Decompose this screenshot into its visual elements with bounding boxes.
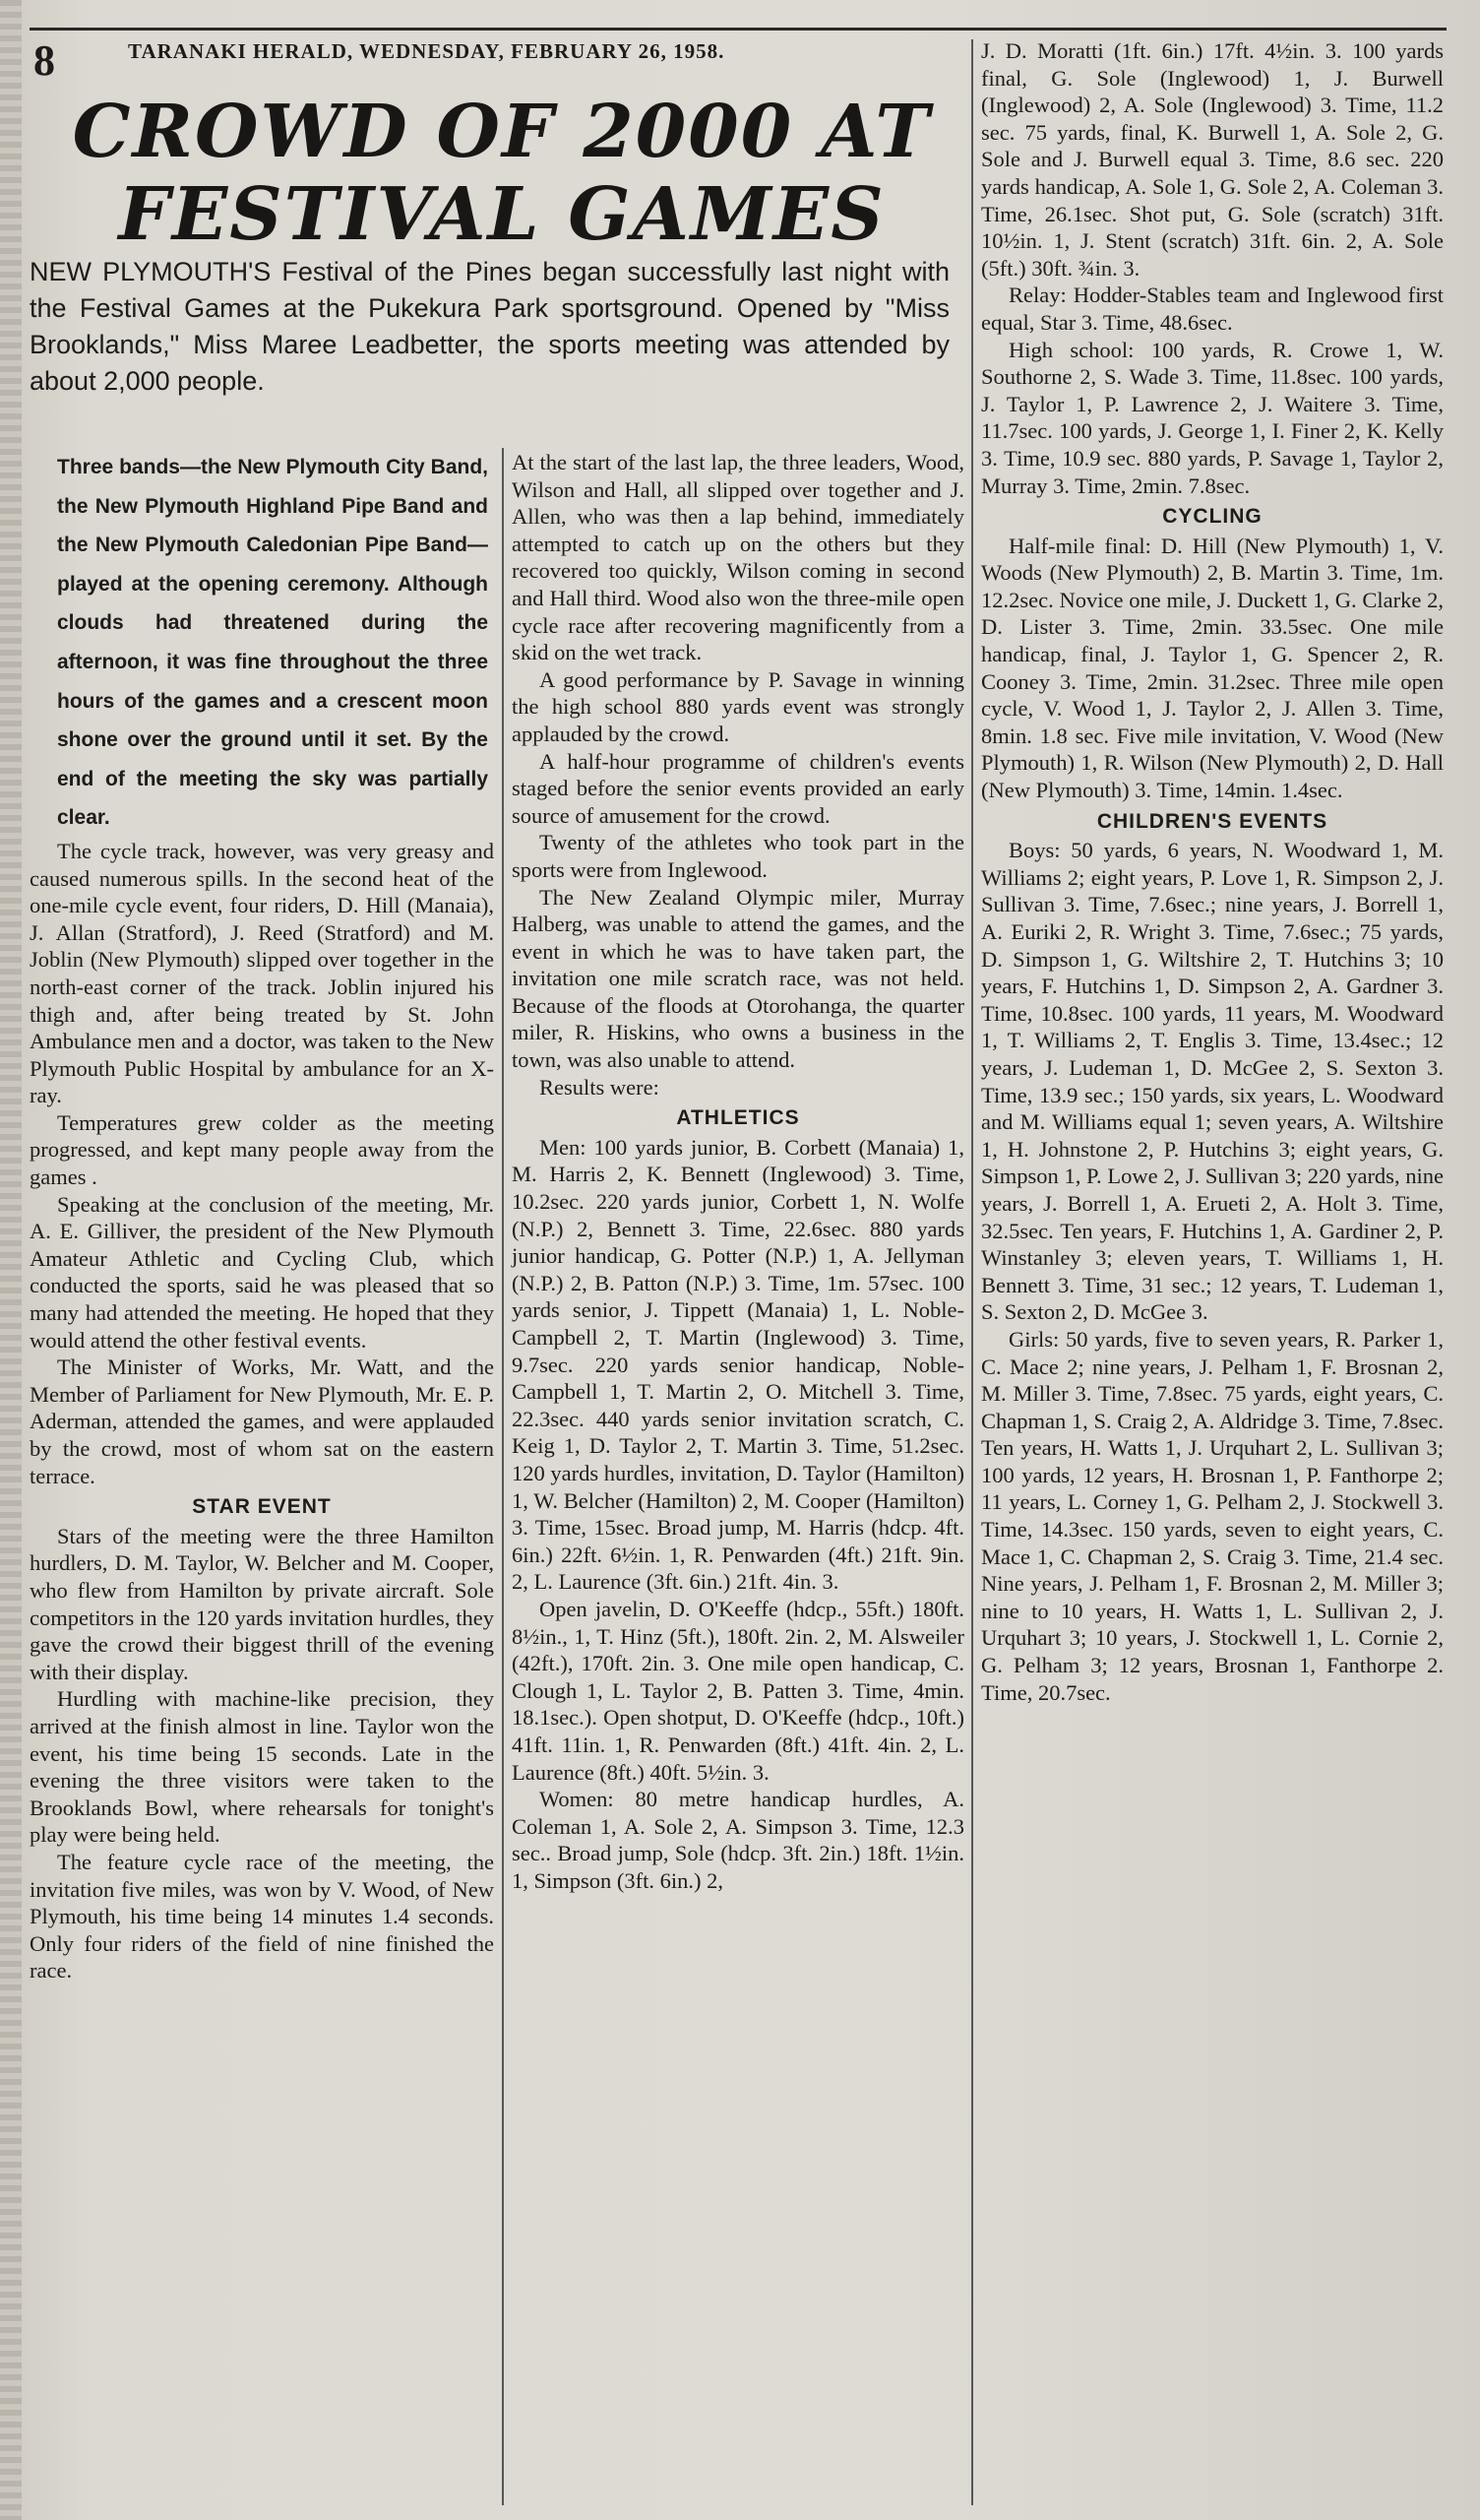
results-paragraph: J. D. Moratti (1ft. 6in.) 17ft. 4½in. 3. 100 yards final, G. Sole (Inglewood) 1, J. Burwell (Inglewood) 2, A. Sole (Inglewood) 3. Time, 11.2 sec. 75 yards, final, K. Burwell 1, A. Sole 2, G. Sole and J. Burwell equal 3. Time, 8.6 sec. 220 yards handicap, A. Sole 1, G. Sole 2, A. Coleman 3. Time, 26.1sec. Shot put, G. Sole (scratch) 31ft. 10½in. 1, J. Stent (scratch) 31ft. 6in. 2, A. Sole (5ft.) 30ft. ¾in. 3. [981, 38, 1444, 281]
article-column-3 [981, 37, 1444, 1706]
headline: CROWD OF 2000 AT FESTIVAL GAMES [72, 90, 932, 257]
article-column-2 [512, 449, 964, 1894]
paragraph: A half-hour programme of children's events staged before the senior events provided an early source of amusement for the crowd. [512, 748, 964, 828]
column-rule [502, 448, 504, 2505]
subheading: STAR EVENT [192, 1495, 332, 1519]
paragraph: The Minister of Works, Mr. Watt, and the Member of Parliament for New Plymouth, Mr. E. P. Aderman, attended the games, and were applauded by the crowd, most of whom sat on the eastern terrace. [30, 1354, 494, 1488]
top-rule [30, 28, 1447, 31]
paragraph: Stars of the meeting were the three Hamilton hurdlers, D. M. Taylor, W. Belcher and M. Cooper, who flew from Hamilton by private aircraft. Sole competitors in the 120 yards invitation hurdles, they gave the crowd their biggest thrill of the evening with their display. [30, 1523, 494, 1684]
results-paragraph: Half-mile final: D. Hill (New Plymouth) 1, V. Woods (New Plymouth) 2, B. Martin 3. Time, 1m. 12.2sec. Novice one mile, J. Duckett 1, G. Clarke 2, D. Lister 3. Time, 2min. 33.5sec. One mile handicap, final, J. Taylor 1, G. Spencer 2, R. Cooney 3. Time, 2min. 31.2sec. Three mile open cycle, V. Wood 1, J. Taylor 2, J. Allen 3. Time, 8min. 1.8 sec. Five mile invitation, V. Wood (New Plymouth) 1, R. Wilson (New Plymouth) 2, D. Hall (New Plymouth) 3. Time, 14min. 1.4sec. [981, 533, 1444, 803]
results-paragraph: Men: 100 yards junior, B. Corbett (Manaia) 1, M. Harris 2, K. Bennett (Inglewood) 3. Time, 10.2sec. 220 yards junior, Corbett 1, N. Wolfe (N.P.) 2, Bennett 3. Time, 22.6sec. 880 yards junior handicap, G. Potter (N.P.) 1, A. Jellyman (N.P.) 2, B. Patton (N.P.) 3. Time, 1m. 57sec. 100 yards senior, J. Tippett (Manaia) 1, L. Noble-Campbell 2, T. Martin (Inglewood) 3. Time, 9.7sec. 220 yards senior handicap, Noble-Campbell 1, T. Martin 2, O. Mitchell 3. Time, 22.3sec. 440 yards senior invitation scratch, C. Keig 1, D. Taylor 2, T. Martin 3. Time, 51.2sec. 120 yards hurdles, invitation, D. Taylor (Hamilton) 1, W. Belcher (Hamilton) 2, M. Cooper (Hamilton) 3. Time, 15sec. Broad jump, M. Harris (hdcp. 4ft. 6in.) 22ft. 6½in. 1, R. Penwarden (4ft.) 21ft. 9in. 2, L. Laurence (3ft. 6in.) 21ft. 4in. 3. [512, 1134, 964, 1595]
paragraph: Twenty of the athletes who took part in the sports were from Inglewood. [512, 830, 964, 882]
subheading: CYCLING [1162, 505, 1263, 529]
paragraph: A good performance by P. Savage in winning the high school 880 yards event was strongly applauded by the crowd. [512, 666, 964, 746]
page-edge [0, 0, 22, 2520]
subheading: CHILDREN'S EVENTS [1096, 809, 1328, 833]
article-column-1 [30, 448, 494, 1984]
results-paragraph: Open javelin, D. O'Keeffe (hdcp., 55ft.) 180ft. 8½in., 1, T. Hinz (5ft.), 180ft. 2in. 2, M. Alsweiler (42ft.), 170ft. 2in. 3. One mile open handicap, C. Clough 1, L. Taylor 2, B. Patten 3. Time, 4min. 18.1sec.). Open shotput, D. O'Keeffe (hdcp., 10ft.) 41ft. 11in. 1, R. Penwarden (8ft.) 41ft. 4in. 2, L. Laurence (8ft.) 40ft. 5½in. 3. [512, 1596, 964, 1785]
paragraph: Temperatures grew colder as the meeting progressed, and kept many people away from the games . [30, 1109, 494, 1190]
paragraph: The cycle track, however, was very greasy and caused numerous spills. In the second heat of the one-mile cycle event, four riders, D. Hill (Manaia), J. Allan (Stratford), J. Reed (Stratford) and M. Joblin (New Plymouth) slipped over together in the north-east corner of the track. Joblin injured his thigh and, after being treated by St. John Ambulance men and a doctor, was taken to the New Plymouth Public Hospital by ambulance for an X-ray. [30, 838, 494, 1108]
paragraph: The feature cycle race of the meeting, the invitation five miles, was won by V. Wood, of New Plymouth, his time being 14 minutes 1.4 seconds. Only four riders of the field of nine finished the race. [30, 1849, 494, 1984]
paragraph: Speaking at the conclusion of the meeting, Mr. A. E. Gilliver, the president of the New Plymouth Amateur Athletic and Cycling Club, which conducted the sports, said he was pleased that so many had attended the meeting. He hoped that they would attend the other festival events. [30, 1191, 494, 1353]
paragraph: At the start of the last lap, the three leaders, Wood, Wilson and Hall, all slipped over together and J. Allen, who was then a lap behind, immediately attempted to catch up on the others but they recovered too quickly, Wilson coming in second and Hall third. Wood also won the three-mile open cycle race after recovering magnificently from a skid on the wet track. [512, 450, 964, 665]
results-paragraph: Women: 80 metre handicap hurdles, A. Coleman 1, A. Sole 2, A. Simpson 3. Time, 12.3 sec.. Broad jump, Sole (hdcp. 3ft. 2in.) 18ft. 1½in. 1, Simpson (3ft. 6in.) 2, [512, 1787, 964, 1893]
paragraph: The New Zealand Olympic miler, Murray Halberg, was unable to attend the games, and the event in which he was to have taken part, the invitation one mile scratch race, was not held. Because of the floods at Otorohanga, the quarter miler, R. Hiskins, who owns a business in the town, was also unable to attend. [512, 884, 964, 1073]
paragraph: Hurdling with machine-like precision, they arrived at the finish almost in line. Taylor won the event, his time being 15 seconds. Late in the evening the three visitors were taken to the Brooklands Bowl, where rehearsals for tonight's play were being held. [30, 1686, 494, 1848]
results-paragraph: Girls: 50 yards, five to seven years, R. Parker 1, C. Mace 2; nine years, J. Pelham 1, F. Brosnan 2, M. Miller 3. Time, 7.8sec. 75 yards, eight years, C. Chapman 1, S. Craig 2, A. Aldridge 3. Time, 7.8sec. Ten years, H. Watts 1, J. Urquhart 2, L. Sullivan 3; 100 yards, 12 years, H. Brosnan 1, P. Fanthorpe 2; 11 years, L. Corney 1, G. Pelham 2, J. Stockwell 3. Time, 14.3sec. 150 yards, seven to eight years, C. Mace 1, C. Chapman 2, S. Craig 3. Time, 21.4 sec. Nine years, J. Pelham 1, F. Brosnan 2, M. Miller 3; nine to 10 years, H. Watts 1, L. Sullivan 2, J. Urquhart 3; 10 years, J. Stockwell 1, L. Cornie 2, G. Pelham 3; 12 years, Brosnan 1, Fanthorpe 2. Time, 20.7sec. [981, 1326, 1444, 1705]
results-paragraph: Boys: 50 yards, 6 years, N. Woodward 1, M. Williams 2; eight years, P. Love 1, R. Simpson 2, J. Sullivan 3. Time, 7.6sec.; nine years, J. Borrell 1, A. Euriki 2, R. Wright 3. Time, 7.6sec.; 75 yards, D. Simpson 1, G. Wiltshire 2, T. Hutchins 3; 10 years, F. Hutchins 1, D. Simpson 2, A. Gardner 3. Time, 10.8sec. 100 yards, 11 years, M. Woodward 1, T. Williams 2, T. Englis 3. Time, 13.4sec.; 12 years, J. Ludeman 1, D. McGee 2, S. Sexton 3. Time, 13.9 sec.; 150 yards, six years, L. Woodward and M. Williams equal 1; seven years, A. Wiltshire 1, H. Johnstone 2, P. Hutchins 3; eight years, G. Simpson 1, P. Lowe 2, J. Sullivan 3; 220 yards, nine years, J. Borrell 1, A. Erueti 2, A. Holt 3. Time, 32.5sec. Ten years, F. Hutchins 1, A. Gardiner 2, P. Winstanley 3; eleven years, T. Williams 1, H. Bennett 3. Time, 31 sec.; 12 years, T. Ludeman 1, S. Sexton 2, D. McGee 3. [981, 838, 1444, 1325]
subheading: ATHLETICS [676, 1106, 800, 1130]
lead-paragraph: Three bands—the New Plymouth City Band, the New Plymouth Highland Pipe Band and the New Plymouth Caledonian Pipe Band—played at the opening ceremony. Although clouds had threatened during the afternoon, it was fine throughout the three hours of the games and a crescent moon shone over the ground until it set. By the end of the meeting the sky was partially clear. [57, 456, 488, 830]
paragraph: Results were: [539, 1074, 659, 1100]
results-paragraph: High school: 100 yards, R. Crowe 1, W. Southorne 2, S. Wade 3. Time, 11.8sec. 100 yards, J. Taylor 1, P. Lawrence 2, J. Waitere 3. Time, 11.7sec. 100 yards, J. George 1, I. Finer 2, K. Kelly 3. Time, 10.9 sec. 880 yards, P. Savage 1, Taylor 2, Murray 3. Time, 2min. 7.8sec. [981, 337, 1444, 498]
column-rule [971, 39, 973, 2505]
intro-paragraph: NEW PLYMOUTH'S Festival of the Pines began successfully last night with the Festival Games at the Pukekura Park sportsground. Opened by "Miss Brooklands," Miss Maree Leadbetter, the sports meeting was attended by about 2,000 people. [30, 257, 950, 396]
dateline: TARANAKI HERALD, WEDNESDAY, FEBRUARY 26, 1958. [128, 39, 725, 63]
page-number: 8 [33, 36, 55, 85]
results-paragraph: Relay: Hodder-Stables team and Inglewood first equal, Star 3. Time, 48.6sec. [981, 283, 1444, 335]
